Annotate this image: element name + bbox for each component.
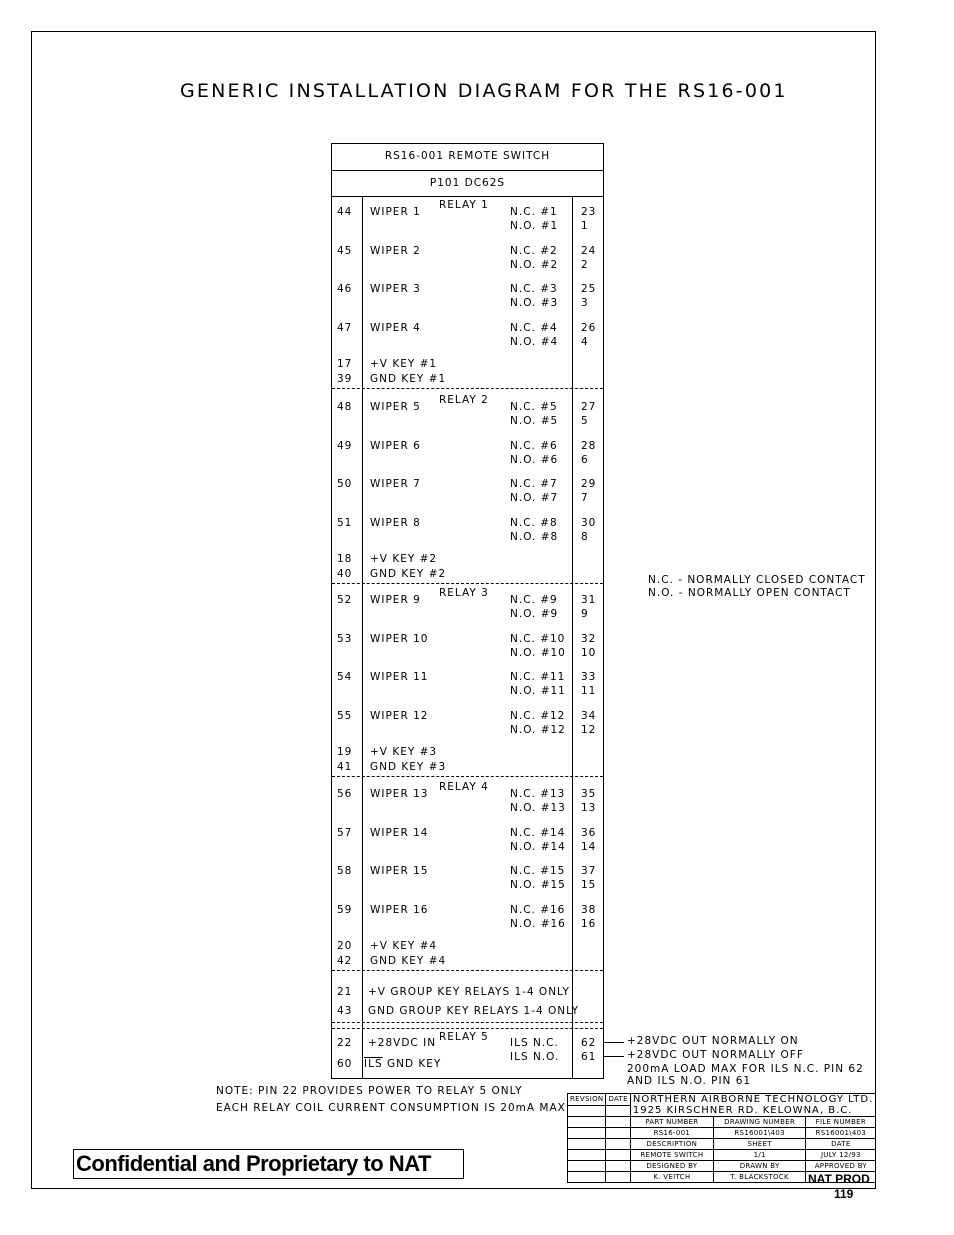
wiper-label: WIPER 2: [370, 244, 421, 257]
ils-no-label: ILS N.O.: [510, 1051, 560, 1063]
wiper-pin: 49: [337, 439, 353, 452]
revision-cell: [568, 1117, 606, 1128]
nc-contact-label: N.C. #11: [510, 671, 566, 684]
no-contact-label: N.O. #11: [510, 685, 566, 698]
revision-cell: [568, 1128, 606, 1139]
wiper-label: WIPER 12: [370, 710, 429, 723]
drawing-number: RS16001\403: [713, 1128, 806, 1139]
no-contact-label: N.O. #3: [510, 297, 559, 310]
wiper-pin: 44: [337, 206, 353, 218]
company-name: NORTHERN AIRBORNE TECHNOLOGY LTD.: [632, 1094, 874, 1105]
file-number: RS16001\403: [806, 1128, 876, 1139]
nc-contact-label: N.C. #15: [510, 865, 566, 878]
no-contact-label: N.O. #15: [510, 879, 566, 892]
no-contact-label: N.O. #4: [510, 336, 559, 349]
page-number: 119: [834, 1187, 854, 1201]
diagram-title: GENERIC INSTALLATION DIAGRAM FOR THE RS16-001: [180, 80, 788, 102]
revision-header: REVSION: [568, 1094, 606, 1106]
load-note: 200mA LOAD MAX FOR ILS N.C. PIN 62: [627, 1063, 864, 1075]
no-contact-label: N.O. #2: [510, 258, 559, 271]
date-header: DATE: [606, 1094, 630, 1106]
nc-contact-label: N.C. #1: [510, 206, 558, 218]
no-pin: 10: [581, 646, 597, 659]
wiper-pin: 51: [337, 517, 353, 530]
no-pin: 12: [581, 724, 597, 737]
nc-contact-label: N.C. #5: [510, 401, 558, 413]
no-pin: 14: [581, 840, 597, 853]
date-cell: [606, 1105, 630, 1117]
wiper-label: WIPER 10: [370, 632, 429, 645]
wiper-pin: 55: [337, 710, 353, 723]
no-pin: 11: [581, 685, 597, 698]
date-cell: [606, 1161, 630, 1172]
column-divider: [572, 196, 573, 1079]
gndkey-label: GND KEY #2: [370, 568, 447, 580]
no-contact-label: N.O. #10: [510, 646, 566, 659]
revision-cell: [568, 1161, 606, 1172]
no-pin: 2: [581, 258, 589, 271]
no-contact-label: N.O. #8: [510, 531, 559, 544]
revision-cell: [568, 1150, 606, 1161]
nc-contact-label: N.C. #8: [510, 517, 558, 530]
vkey-label: +V KEY #3: [370, 746, 438, 758]
no-pin: 1: [581, 220, 589, 232]
nc-pin: 38: [581, 904, 597, 917]
relay-label: RELAY 3: [439, 587, 489, 599]
output-wire-62: [604, 1042, 624, 1043]
vkey-label: +V KEY #1: [370, 358, 438, 370]
nc-pin: 35: [581, 788, 597, 800]
nc-contact-label: N.C. #7: [510, 478, 558, 491]
wiper-label: WIPER 5: [370, 401, 421, 413]
note-line: NOTE: PIN 22 PROVIDES POWER TO RELAY 5 ONLY: [216, 1085, 523, 1097]
vkey-label: +V KEY #4: [370, 940, 438, 952]
date-cell: [606, 1139, 630, 1150]
group-gndkey-label: GND GROUP KEY RELAYS 1-4 ONLY: [368, 1005, 580, 1017]
wiper-label: WIPER 16: [370, 904, 429, 917]
no-pin: 13: [581, 802, 597, 814]
ils-gnd-key-label: [364, 1058, 441, 1070]
no-pin: 15: [581, 879, 597, 892]
wiper-label: WIPER 1: [370, 206, 421, 218]
nc-contact-label: N.C. #6: [510, 439, 558, 452]
group-separator: [332, 583, 603, 584]
wiper-pin: 50: [337, 478, 353, 491]
wiper-pin: 46: [337, 283, 353, 296]
designed-by-header: DESIGNED BY: [630, 1161, 713, 1172]
nc-pin: 31: [581, 594, 597, 606]
group-separator: [332, 970, 603, 971]
sheet-header: SHEET: [713, 1139, 806, 1150]
gndkey-pin: 41: [337, 761, 353, 773]
no-contact-label: N.O. #1: [510, 220, 559, 232]
no-contact-label: N.O. #13: [510, 802, 566, 814]
approved-by-value: NAT PROD: [808, 1172, 870, 1186]
no-contact-label: N.O. #5: [510, 415, 559, 427]
revision-cell: [568, 1172, 606, 1183]
no-pin: 5: [581, 415, 589, 427]
gnd-key-text: GND KEY: [382, 1058, 442, 1070]
nc-contact-label: N.C. #9: [510, 594, 558, 606]
no-pin: 16: [581, 918, 597, 931]
ils-nc-pin: 62: [581, 1037, 597, 1049]
wiper-label: WIPER 13: [370, 788, 429, 800]
nc-pin: 29: [581, 478, 597, 491]
gndkey-label: GND KEY #4: [370, 955, 447, 967]
nc-contact-label: N.C. #4: [510, 322, 558, 335]
nc-pin: 33: [581, 671, 597, 684]
description: REMOTE SWITCH: [630, 1150, 713, 1161]
group-vkey-pin: 21: [337, 986, 353, 998]
ils-nc-label: ILS N.C.: [510, 1037, 559, 1049]
group-vkey-label: +V GROUP KEY RELAYS 1-4 ONLY: [368, 986, 570, 998]
date-cell: [606, 1128, 630, 1139]
company-address: 1925 KIRSCHNER RD. KELOWNA, B.C.: [632, 1105, 853, 1116]
nc-pin: 24: [581, 244, 597, 257]
wiper-pin: 48: [337, 401, 353, 413]
vkey-label: +V KEY #2: [370, 553, 438, 565]
connector-pin-table: [331, 143, 604, 1079]
nc-pin: 27: [581, 401, 597, 413]
switch-header: RS16-001 REMOTE SWITCH: [384, 150, 551, 162]
approved-by-header: APPROVED BY: [806, 1161, 876, 1172]
nc-pin: 36: [581, 826, 597, 839]
wiper-label: WIPER 7: [370, 478, 421, 491]
load-note: AND ILS N.O. PIN 61: [627, 1075, 752, 1087]
revision-cell: [568, 1139, 606, 1150]
gndkey-label: GND KEY #3: [370, 761, 447, 773]
output-wire-61: [604, 1056, 624, 1057]
wiper-label: WIPER 6: [370, 439, 421, 452]
nc-pin: 30: [581, 517, 597, 530]
designed-by: K. VEITCH: [630, 1172, 713, 1183]
revision-cell: [568, 1105, 606, 1117]
no-pin: 7: [581, 492, 589, 505]
wiper-pin: 47: [337, 322, 353, 335]
description-header: DESCRIPTION: [630, 1139, 713, 1150]
gndkey-pin: 42: [337, 955, 353, 967]
wiper-pin: 54: [337, 671, 353, 684]
wiper-label: WIPER 15: [370, 865, 429, 878]
note-line: EACH RELAY COIL CURRENT CONSUMPTION IS 20mA MAX.: [216, 1102, 571, 1114]
nc-contact-label: N.C. #14: [510, 826, 566, 839]
no-contact-label: N.O. #14: [510, 840, 566, 853]
wiper-label: WIPER 9: [370, 594, 421, 606]
gndkey-pin: 39: [337, 373, 353, 385]
no-pin: 8: [581, 531, 589, 544]
group-gndkey-pin: 43: [337, 1005, 353, 1017]
part-number: RS16-001: [630, 1128, 713, 1139]
confidential-banner: Confidential and Proprietary to NAT: [73, 1149, 464, 1179]
relay5-separator: [332, 1028, 603, 1029]
output-label-61: +28VDC OUT NORMALLY OFF: [627, 1049, 804, 1061]
wiper-label: WIPER 4: [370, 322, 421, 335]
output-label-62: +28VDC OUT NORMALLY ON: [627, 1035, 799, 1047]
relay5-pin: 60: [337, 1058, 353, 1070]
no-pin: 6: [581, 453, 589, 466]
date-cell: [606, 1172, 630, 1183]
nc-contact-label: N.C. #13: [510, 788, 566, 800]
ils-no-pin: 61: [581, 1051, 597, 1063]
relay5-pin: 22: [337, 1037, 353, 1049]
wiper-pin: 45: [337, 244, 353, 257]
gndkey-pin: 40: [337, 568, 353, 580]
company-block: [630, 1094, 875, 1117]
no-contact-label: N.O. #7: [510, 492, 559, 505]
wiper-label: WIPER 8: [370, 517, 421, 530]
wiper-label: WIPER 3: [370, 283, 421, 296]
header-divider: [332, 170, 603, 171]
wiper-pin: 56: [337, 788, 353, 800]
nc-pin: 26: [581, 322, 597, 335]
vkey-pin: 19: [337, 746, 353, 758]
drawn-by: T. BLACKSTOCK: [713, 1172, 806, 1183]
date-cell: [606, 1117, 630, 1128]
no-contact-label: N.O. #12: [510, 724, 566, 737]
nc-pin: 32: [581, 632, 597, 645]
vkey-pin: 18: [337, 553, 353, 565]
wiper-pin: 57: [337, 826, 353, 839]
date-header: DATE: [806, 1139, 876, 1150]
date-cell: [606, 1150, 630, 1161]
title-block: [567, 1093, 876, 1183]
nc-pin: 28: [581, 439, 597, 452]
nc-pin: 23: [581, 206, 597, 218]
column-divider: [362, 196, 363, 1079]
no-contact-label: N.O. #9: [510, 608, 559, 620]
no-pin: 4: [581, 336, 589, 349]
relay-label: RELAY 1: [439, 199, 489, 211]
no-pin: 3: [581, 297, 589, 310]
wiper-pin: 59: [337, 904, 353, 917]
drawing-number-header: DRAWING NUMBER: [713, 1117, 806, 1128]
vkey-pin: 20: [337, 940, 353, 952]
nc-contact-label: N.C. #10: [510, 632, 566, 645]
nc-contact-label: N.C. #16: [510, 904, 566, 917]
nc-pin: 37: [581, 865, 597, 878]
header-divider: [332, 196, 603, 197]
relay5-label: +28VDC IN: [368, 1037, 437, 1049]
nc-contact-label: N.C. #12: [510, 710, 566, 723]
nc-pin: 25: [581, 283, 597, 296]
wiper-label: WIPER 11: [370, 671, 429, 684]
legend-no: N.O. - NORMALLY OPEN CONTACT: [648, 587, 851, 599]
nc-pin: 34: [581, 710, 597, 723]
drawn-by-header: DRAWN BY: [713, 1161, 806, 1172]
wiper-pin: 58: [337, 865, 353, 878]
group-separator: [332, 776, 603, 777]
gndkey-label: GND KEY #1: [370, 373, 447, 385]
no-contact-label: N.O. #6: [510, 453, 559, 466]
relay-label: RELAY 2: [439, 394, 489, 406]
relay-label: RELAY 5: [439, 1031, 489, 1043]
vkey-pin: 17: [337, 358, 353, 370]
group-separator: [332, 388, 603, 389]
wiper-label: WIPER 14: [370, 826, 429, 839]
no-pin: 9: [581, 608, 589, 620]
connector-header: P101 DC62S: [429, 177, 506, 189]
wiper-pin: 53: [337, 632, 353, 645]
sheet: 1/1: [713, 1150, 806, 1161]
relay5-separator: [332, 1022, 603, 1023]
nc-contact-label: N.C. #2: [510, 244, 558, 257]
nc-contact-label: N.C. #3: [510, 283, 558, 296]
file-number-header: FILE NUMBER: [806, 1117, 876, 1128]
legend-nc: N.C. - NORMALLY CLOSED CONTACT: [648, 574, 866, 586]
no-contact-label: N.O. #16: [510, 918, 566, 931]
wiper-pin: 52: [337, 594, 353, 606]
part-number-header: PART NUMBER: [630, 1117, 713, 1128]
ils-overline-text: $\overline{ILS}$: [364, 1058, 383, 1070]
drawing-date: JULY 12/93: [806, 1150, 876, 1161]
relay-label: RELAY 4: [439, 781, 489, 793]
